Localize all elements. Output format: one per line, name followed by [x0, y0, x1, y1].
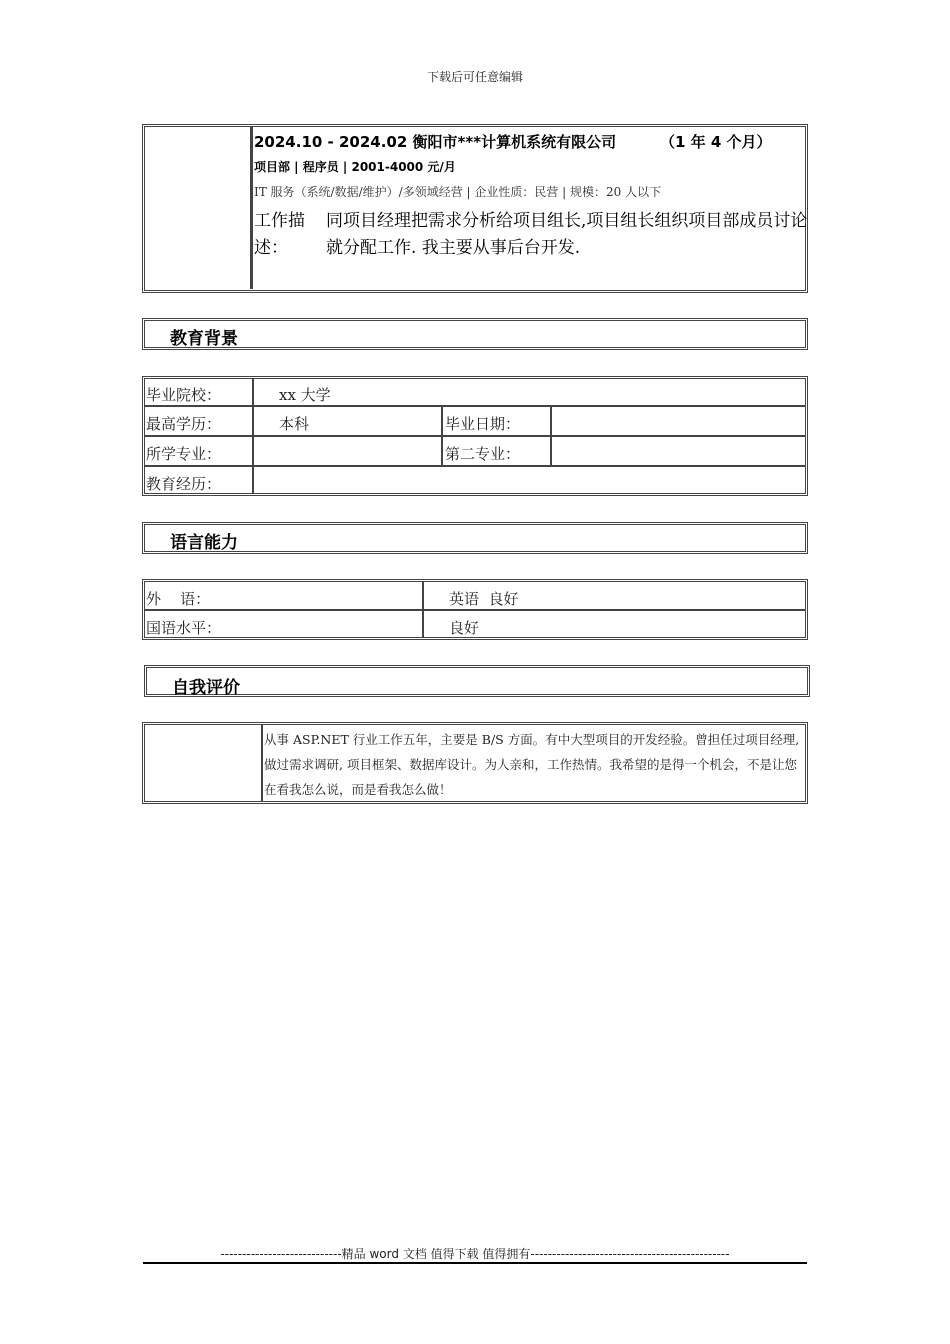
lang-col-line — [422, 582, 424, 637]
edu-row-line-2 — [145, 435, 805, 437]
self-eval-text: 从事 ASP.NET 行业工作五年，主要是 B/S 方面。有中大型项目的开发经验。曾担任过项目经理, 做过需求调研, 项目框架、数据库设计。为人亲和，工作热情。我希望的是得一个机会，不是让您在看我怎么说，而是看我怎么做！ — [264, 732, 800, 797]
job-box-divider — [250, 127, 253, 289]
edu-row-line-1 — [145, 405, 805, 407]
school-value: xx 大学 — [279, 386, 331, 404]
major-label: 所学专业： — [146, 445, 222, 463]
edu-col-line-1 — [252, 379, 254, 493]
edu-col-line-3 — [550, 407, 552, 465]
job-desc-label-1: 工作描 — [254, 211, 305, 231]
language-title: 语言能力 — [170, 533, 238, 553]
job-subtitle: 项目部 | 程序员 | 2001-4000 元/月 — [254, 160, 456, 174]
mandarin-label: 国语水平： — [146, 619, 222, 637]
lang-row-line — [145, 609, 805, 611]
edu-row-line-3 — [145, 465, 805, 467]
job-desc-line-2: 就分配工作. 我主要从事后台开发. — [326, 238, 581, 258]
education-section-header — [142, 318, 808, 350]
history-label: 教育经历： — [146, 475, 222, 493]
mandarin-value: 良好 — [449, 619, 480, 637]
second-major-label: 第二专业： — [445, 445, 521, 463]
degree-label: 最高学历： — [146, 415, 222, 433]
foreign-language-value: 英语 良好 — [449, 590, 519, 608]
self-eval-title: 自我评价 — [172, 678, 240, 698]
footer-text: ----------------------------精品 word 文档 值得下载 值得拥有---------------------------------------------- — [220, 1247, 730, 1261]
self-eval-section-header — [144, 665, 810, 697]
job-duration: （1 年 4 个月） — [660, 133, 772, 151]
page-header-text: 下载后可任意编辑 — [426, 70, 523, 84]
job-desc-label-2: 述： — [254, 238, 288, 258]
footer-rule — [143, 1262, 807, 1264]
self-eval-divider — [261, 725, 263, 801]
degree-value: 本科 — [279, 415, 310, 433]
job-title: 2024.10 - 2024.02 衡阳市***计算机系统有限公司 — [254, 133, 617, 151]
job-meta: IT 服务（系统/数据/维护）/多领域经营 | 企业性质：民营 | 规模：20 人以下 — [254, 185, 662, 199]
language-section-header — [142, 522, 808, 554]
education-title: 教育背景 — [170, 329, 238, 349]
school-label: 毕业院校： — [146, 386, 222, 404]
edu-col-line-2 — [441, 407, 443, 465]
job-desc-line-1: 同项目经理把需求分析给项目组长,项目组长组织项目部成员讨论 — [326, 211, 808, 231]
grad-date-label: 毕业日期： — [445, 415, 521, 433]
foreign-language-label: 外 语： — [146, 590, 211, 608]
